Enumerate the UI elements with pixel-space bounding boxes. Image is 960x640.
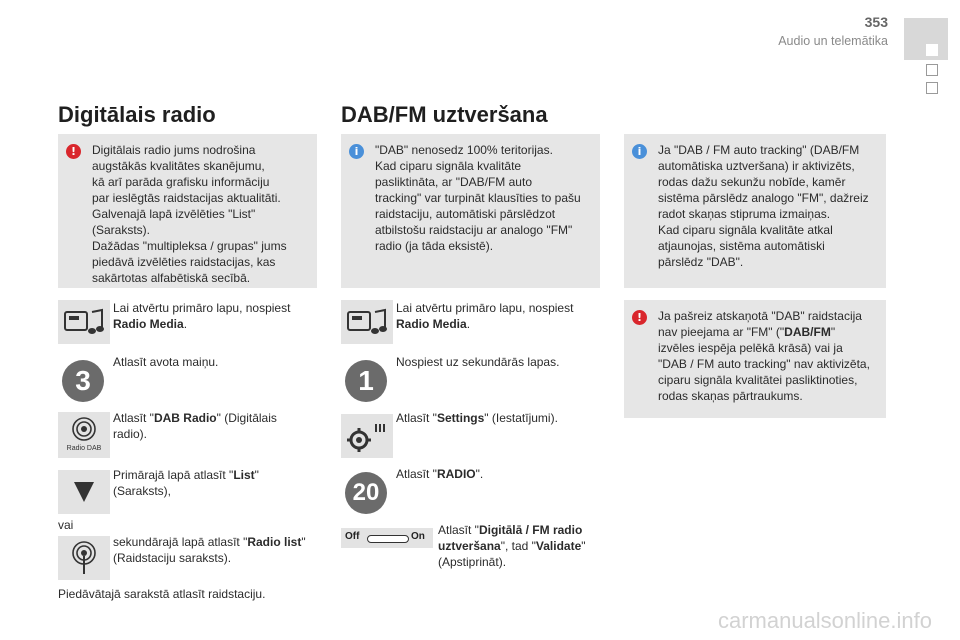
text-part: Primārajā lapā atlasīt " [113, 468, 234, 482]
settings-icon [341, 414, 393, 458]
text-line: radio). [113, 427, 148, 441]
text-line: kā arī parāda grafisku informāciju [92, 175, 270, 189]
text-part: Atlasīt " [113, 411, 154, 425]
text-part: sekundārajā lapā atlasīt " [113, 535, 248, 549]
warning-text [658, 308, 884, 404]
info-icon: i [632, 144, 647, 159]
bold-label: RADIO [436, 467, 476, 481]
text-part: Atlasīt " [438, 523, 479, 537]
text-part: " [830, 325, 836, 339]
bold-label: Settings [436, 411, 485, 425]
list-arrow-icon [58, 470, 110, 514]
toggle-track [367, 535, 409, 543]
text-line: radio (ja tāda eksistē). [375, 239, 494, 253]
text-line: Ja pašreiz atskaņotā "DAB" raidstacija [658, 309, 862, 323]
text-line: izvēles iespēja pelēkā krāsā) vai ja [658, 341, 843, 355]
info-text [658, 142, 884, 270]
radio-media-icon [341, 300, 393, 344]
chapter-tab [904, 18, 948, 60]
step-select-radio-list [113, 534, 318, 566]
text-part: Atlasīt " [396, 411, 437, 425]
warning-box-dab-unavailable [624, 300, 886, 418]
step-select-source: Atlasīt avota maiņu. [113, 355, 219, 369]
warning-box [58, 134, 317, 288]
text-line: Lai atvērtu primāro lapu, nospiest [396, 301, 574, 315]
step-select-settings [396, 410, 558, 426]
page-number: 353 [864, 14, 888, 30]
warning-icon: ! [632, 310, 647, 325]
bold-label: DAB/FM [784, 325, 831, 339]
text-line: rodas dažu sekunžu nobīde, kamēr [658, 175, 846, 189]
text-part: " (Iestatījumi). [484, 411, 558, 425]
toggle-off-label: Off [345, 531, 360, 542]
text-line: (Saraksts), [113, 484, 172, 498]
radio-media-icon [58, 300, 110, 344]
chapter-title: Audio un telemātika [778, 34, 888, 48]
text-line: sakārtotas alfabētiskā secībā. [92, 271, 251, 285]
bold-label: Validate [535, 539, 582, 553]
text-part: nav pieejama ar "FM" (" [658, 325, 785, 339]
step-number-1: 1 [345, 360, 387, 402]
bold-label: List [233, 468, 255, 482]
step-select-dab-radio [113, 410, 318, 442]
text-line: Ja "DAB / FM auto tracking" (DAB/FM [658, 143, 860, 157]
text-line: radot skaņas stipruma izmaiņas. [658, 207, 831, 221]
bold-label: Radio Media [396, 317, 467, 331]
text-line: automātiska uztveršana) ir aktivizēts, [658, 159, 855, 173]
bold-label: DAB Radio [153, 411, 217, 425]
step-number-3: 3 [62, 360, 104, 402]
bold-label: uztveršana [438, 539, 501, 553]
text-line: atjaunojas, sistēma automātiski [658, 239, 825, 253]
text-part: " [581, 539, 586, 553]
section-title-digital-radio: Digitālais radio [58, 102, 216, 127]
warning-icon: ! [66, 144, 81, 159]
text-line: pārslēdz "DAB". [658, 255, 744, 269]
watermark: carmanualsonline.info [717, 608, 932, 633]
section-title-dab-fm: DAB/FM uztveršana [341, 102, 548, 127]
or-label: vai [58, 518, 74, 532]
bold-label: Radio list [247, 535, 302, 549]
text-line: sistēma pārslēdz analogo "FM", dažreiz [658, 191, 869, 205]
text-line: Digitālais radio jums nodrošina [92, 143, 256, 157]
text-line: atbilstošu raidstaciju ar analogo "FM" [375, 223, 573, 237]
text-line: (Raidstaciju saraksts). [113, 551, 232, 565]
text-line: augstākās kvalitātes skanējumu, [92, 159, 265, 173]
text-line: Galvenajā lapā izvēlēties "List" [92, 207, 256, 221]
tab-marker-icon [926, 82, 938, 94]
text-line: "DAB / FM auto tracking" nav aktivizēta, [658, 357, 870, 371]
text-part: ". [475, 467, 484, 481]
step-select-digital-fm [438, 522, 603, 570]
info-box-coverage [341, 134, 600, 288]
tab-marker-icon [926, 44, 938, 56]
tab-marker-icon [926, 64, 938, 76]
text-line: ciparu signāla kvalitātei pasliktinoties, [658, 373, 858, 387]
text-line: "DAB" nenosedz 100% teritorijas. [375, 143, 553, 157]
text-part: " [254, 468, 259, 482]
text-line: raidstaciju, automātiski pārslēdzot [375, 207, 556, 221]
info-text [375, 142, 597, 254]
text-part: " (Digitālais [216, 411, 277, 425]
warning-text [92, 142, 314, 286]
radio-list-icon [58, 536, 110, 580]
info-icon: i [349, 144, 364, 159]
step-open-radio-media [396, 300, 601, 332]
step-select-list [113, 467, 318, 499]
text-line: par ieslēgtās raidstacijas aktualitāti. [92, 191, 281, 205]
step-open-radio-media [113, 300, 318, 332]
toggle-on-label: On [411, 531, 425, 542]
radio-dab-label: Radio DAB [66, 445, 102, 452]
off-on-toggle [341, 528, 433, 548]
text-part: Atlasīt " [396, 467, 437, 481]
text-part: " [301, 535, 306, 549]
info-box-auto-tracking [624, 134, 886, 288]
text-line: Kad ciparu signāla kvalitāte atkal [658, 223, 833, 237]
text-line: (Saraksts). [92, 223, 151, 237]
bold-label: Digitālā / FM radio [478, 523, 583, 537]
step-number-20: 20 [345, 472, 387, 514]
text-part: ", tad " [500, 539, 536, 553]
text-line: Lai atvērtu primāro lapu, nospiest [113, 301, 291, 315]
text-line: tracking" var turpināt klausīties to pašu [375, 191, 581, 205]
text-line: rodas skaņas pārtraukums. [658, 389, 803, 403]
final-instruction: Piedāvātajā sarakstā atlasīt raidstaciju. [58, 587, 266, 601]
text-line: Kad ciparu signāla kvalitāte [375, 159, 522, 173]
radio-dab-icon [58, 412, 110, 458]
step-select-radio [396, 466, 483, 482]
text-line: piedāvā izvēlēties raidstacijas, kas [92, 255, 276, 269]
text-part: . [466, 317, 471, 331]
step-press-secondary: Nospiest uz sekundārās lapas. [396, 355, 560, 369]
text-line: (Apstiprināt). [438, 555, 507, 569]
text-part: . [183, 317, 188, 331]
text-line: Dažādas "multipleksa / grupas" jums [92, 239, 287, 253]
text-line: pasliktināta, ar "DAB/FM auto [375, 175, 532, 189]
bold-label: Radio Media [113, 317, 184, 331]
